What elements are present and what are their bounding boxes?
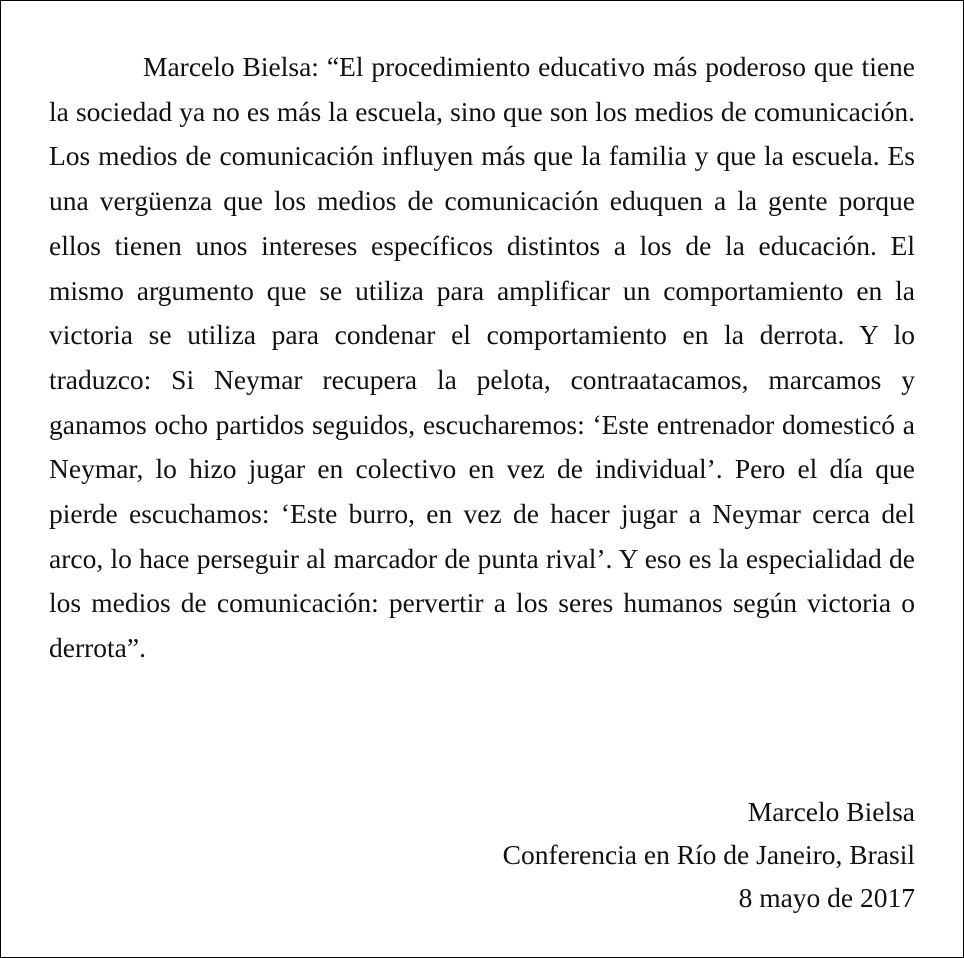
signature-event: Conferencia en Río de Janeiro, Brasil bbox=[502, 839, 915, 870]
signature-author: Marcelo Bielsa bbox=[747, 796, 915, 827]
signature-block bbox=[503, 790, 915, 919]
quote-paragraph: Marcelo Bielsa: “El procedimiento educativo más poderoso que tiene la sociedad ya no es más la escuela, sino que son los medios de comunicación. Los medios de comunicación influyen más que la familia y que la escuela. Es una vergüenza que los medios de comunicación eduquen a la gente porque ellos tienen unos intereses específicos distintos a los de la educación. El mismo argumento que se utiliza para amplificar un comportamiento en la victoria se utiliza para condenar el comportamiento en la derrota. Y lo traduzco: Si Neymar recupera la pelota, contraatacamos, marcamos y ganamos ocho partidos seguidos, escucharemos: ‘Este entrenador domesticó a Neymar, lo hizo jugar en colectivo en vez de individual’. Pero el día que pierde escuchamos: ‘Este burro, en vez de hacer jugar a Neymar cerca del arco, lo hace perseguir al marcador de punta rival’. Y eso es la especialidad de los medios de comunicación: pervertir a los seres humanos según victoria o derrota”. bbox=[49, 51, 915, 664]
signature-date: 8 mayo de 2017 bbox=[738, 882, 915, 913]
